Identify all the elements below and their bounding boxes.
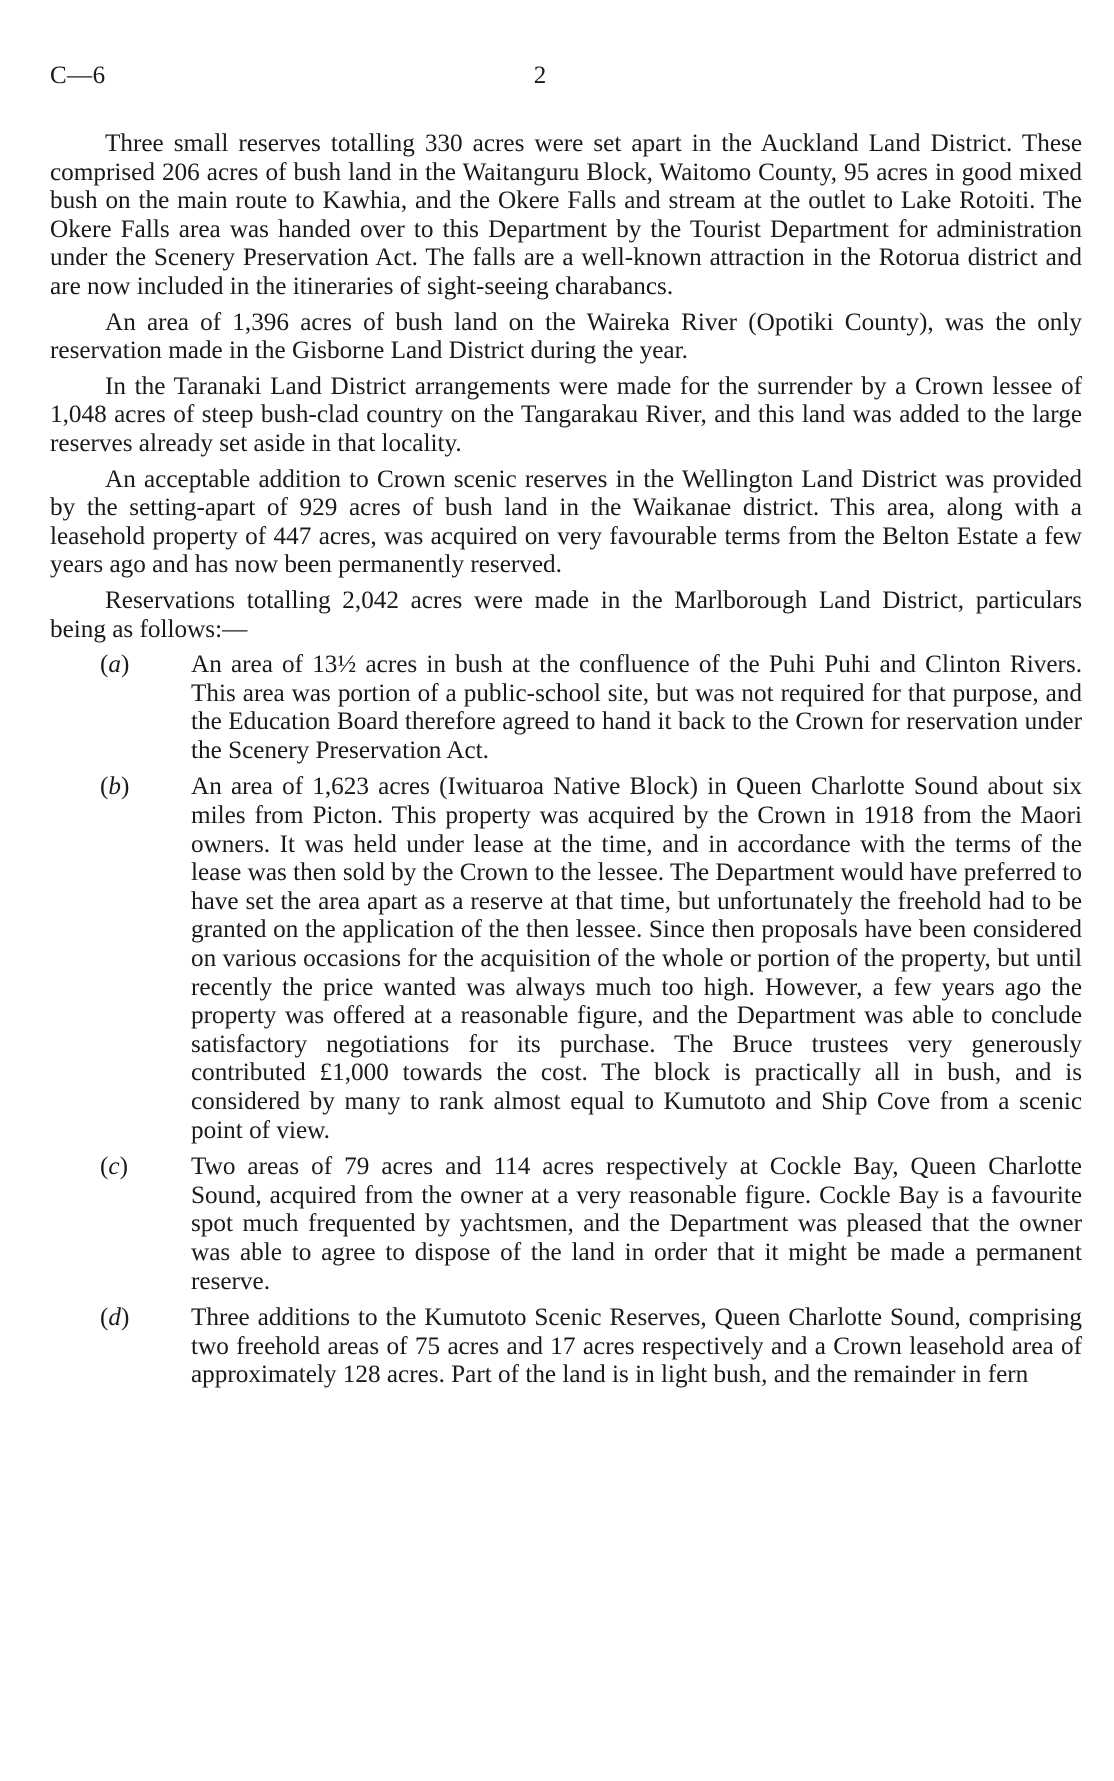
paragraph-marlborough: Reservations totalling 2,042 acres were made in the Marlborough Land District, particulars being as follows:— bbox=[50, 586, 1082, 643]
list-item-label: (d) bbox=[100, 1304, 130, 1332]
list-item-label: (c) bbox=[100, 1153, 128, 1181]
body-text bbox=[50, 130, 1082, 1398]
list-item-label: (a) bbox=[100, 651, 130, 679]
list-item bbox=[50, 1153, 1082, 1296]
list-item bbox=[50, 773, 1082, 1145]
page-header bbox=[50, 62, 1080, 96]
list-item-text: An area of 1,623 acres (Iwituaroa Native Block) in Queen Charlotte Sound about six miles from Picton. This property was acquired by the Crown in 1918 from the Maori owners. It was held under lease at the time, and in accordance with the terms of the lease was then sold by the Crown to the lessee. The Department would have preferred to have set the area apart as a reserve at that time, but unfortunately the freehold had to be granted on the application of the then lessee. Since then proposals have been considered on various occasions for the acquisition of the whole or portion of the property, but until recently the price wanted was always much too high. However, a few years ago the property was offered at a reasonable figure, and the Department was able to conclude satisfactory negotiations for its purchase. The Bruce trustees very generously contributed £1,000 towards the cost. The block is practically all in bush, and is considered by many to rank almost equal to Kumutoto and Ship Cove from a scenic point of view. bbox=[191, 773, 1082, 1144]
list-item-text: Two areas of 79 acres and 114 acres respectively at Cockle Bay, Queen Charlotte Sound, acquired from the owner at a very reasonable figure. Cockle Bay is a favourite spot much frequented by yachtsmen, and the Department was pleased that the owner was able to agree to dispose of the land in order that it might be made a permanent reserve. bbox=[191, 1153, 1082, 1295]
paragraph-auckland: Three small reserves totalling 330 acres were set apart in the Auckland Land District. These comprised 206 acres of bush land in the Waitanguru Block, Waitomo County, 95 acres in good mixed bush on the main route to Kawhia, and the Okere Falls and stream at the outlet to Lake Rotoiti. The Okere Falls area was handed over to this Department by the Tourist Department for administration under the Scenery Preservation Act. The falls are a well-known attraction in the Rotorua district and are now included in the itineraries of sight-seeing charabancs. bbox=[50, 130, 1082, 300]
document-code: C—6 bbox=[50, 62, 106, 89]
paragraph-gisborne: An area of 1,396 acres of bush land on the Waireka River (Opotiki County), was the only reservation made in the Gisborne Land District during the year. bbox=[50, 308, 1082, 365]
list-item bbox=[50, 1304, 1082, 1390]
list-item-text: Three additions to the Kumutoto Scenic Reserves, Queen Charlotte Sound, comprising two freehold areas of 75 acres and 17 acres respectively and a Crown leasehold area of approximately 128 acres. Part of the land is in light bush, and the remainder in fern bbox=[191, 1304, 1082, 1389]
page-number: 2 bbox=[533, 62, 547, 89]
list-item-text: An area of 13½ acres in bush at the confluence of the Puhi Puhi and Clinton Rivers. This area was portion of a public-school site, but was not required for that purpose, and the Education Board therefore agreed to hand it back to the Crown for reservation under the Scenery Preservation Act. bbox=[191, 651, 1082, 764]
paragraph-taranaki: In the Taranaki Land District arrangements were made for the surrender by a Crown lessee of 1,048 acres of steep bush-clad country on the Tangarakau River, and this land was added to the large reserves already set aside in that locality. bbox=[50, 372, 1082, 457]
list-item-label: (b) bbox=[100, 773, 130, 801]
list-item bbox=[50, 651, 1082, 765]
paragraph-wellington: An acceptable addition to Crown scenic reserves in the Wellington Land District was provided by the setting-apart of 929 acres of bush land in the Waikanae district. This area, along with a leasehold property of 447 acres, was acquired on very favourable terms from the Belton Estate a few years ago and has now been permanently reserved. bbox=[50, 465, 1082, 579]
